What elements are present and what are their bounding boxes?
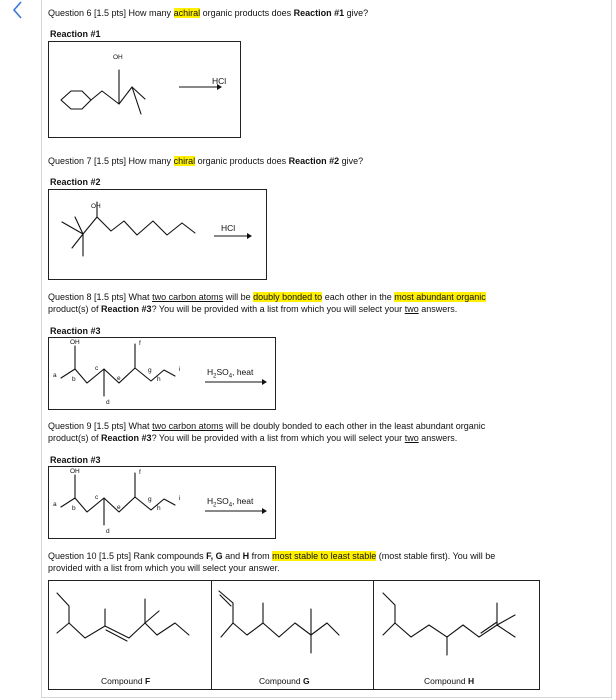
carbon-label-i: i xyxy=(179,495,181,502)
reaction-1-reagent: HCl xyxy=(212,76,227,86)
carbon-label-b: b xyxy=(72,376,76,383)
carbon-label-d: d xyxy=(106,528,110,535)
question-7-text: Question 7 [1.5 pts] How many chiral organic products does Reaction #2 give? xyxy=(48,156,364,166)
carbon-label-d: d xyxy=(106,399,110,406)
compound-g-label: Compound G xyxy=(259,676,310,686)
question-10-text: Question 10 [1.5 pts] Rank compounds F, G and H from most stable to least stable (most stable first). You will be provided with a list from which you will select your answer. xyxy=(48,551,496,573)
back-chevron-icon[interactable] xyxy=(4,0,34,22)
reaction-1-box xyxy=(48,41,241,138)
carbon-label-c: c xyxy=(95,494,99,501)
reaction-3a-oh: OH xyxy=(70,339,80,346)
compound-h-label: Compound H xyxy=(424,676,475,686)
carbon-label-i: i xyxy=(179,366,181,373)
reaction-1-oh: OH xyxy=(113,54,123,61)
reaction-1-structure xyxy=(49,42,242,139)
question-6-text: Question 6 [1.5 pts] How many achiral organic products does Reaction #1 give? xyxy=(48,8,369,18)
carbon-label-g: g xyxy=(148,496,152,503)
reaction-2-box xyxy=(48,189,267,280)
reaction-2-oh: OH xyxy=(91,203,101,210)
reaction-1-label: Reaction #1 xyxy=(50,29,101,39)
compound-f-label: Compound F xyxy=(101,676,151,686)
reaction-3a-box xyxy=(48,337,276,410)
reaction-3b-label: Reaction #3 xyxy=(50,455,101,465)
reaction-2-label: Reaction #2 xyxy=(50,177,101,187)
reaction-2-structure xyxy=(49,190,268,281)
reaction-3a-reagent: $H_2SO_4$, heat xyxy=(207,367,254,380)
reaction-3b-oh: OH xyxy=(70,468,80,475)
carbon-label-g: g xyxy=(148,367,152,374)
compounds-box xyxy=(48,580,540,690)
reaction-2-reagent: HCl xyxy=(221,223,236,233)
carbon-label-f: f xyxy=(139,469,141,476)
compounds-structures xyxy=(49,581,539,673)
carbon-label-e: e xyxy=(117,375,121,382)
reaction-3a-label: Reaction #3 xyxy=(50,326,101,336)
carbon-label-b: b xyxy=(72,505,76,512)
question-8-text: Question 8 [1.5 pts] What two carbon atoms will be doubly bonded to each other in the most abundant organic product(s) of Reaction #3? You will be provided with a list from which you will select your two answers. xyxy=(48,292,486,314)
carbon-label-h: h xyxy=(157,376,161,383)
reaction-3b-reagent: $H_2SO_4$, heat xyxy=(207,496,254,509)
carbon-label-a: a xyxy=(53,372,57,379)
question-9-text: Question 9 [1.5 pts] What two carbon atoms will be doubly bonded to each other in the least abundant organic product(s) of Reaction #3? You will be provided with a list from which you will select your two answers. xyxy=(48,421,486,443)
carbon-label-h: h xyxy=(157,505,161,512)
carbon-label-c: c xyxy=(95,365,99,372)
carbon-label-f: f xyxy=(139,340,141,347)
carbon-label-a: a xyxy=(53,501,57,508)
carbon-label-e: e xyxy=(117,504,121,511)
reaction-3b-box xyxy=(48,466,276,539)
